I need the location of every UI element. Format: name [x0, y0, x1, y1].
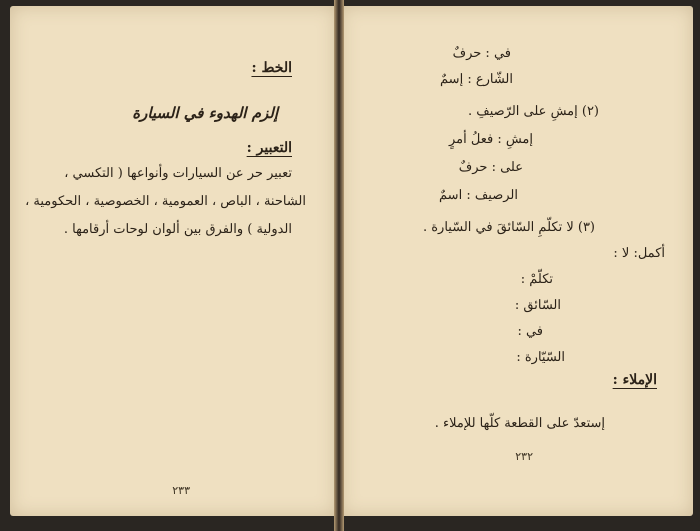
- text-line: على : حرفٌ: [458, 160, 523, 175]
- text-line: الرصيف : اسمٌ: [439, 188, 518, 203]
- handwriting-heading: الخط :: [251, 60, 292, 76]
- text-line: الشّارع : إسمٌ: [440, 72, 513, 87]
- left-page: [10, 6, 336, 516]
- composition-heading: التعبير :: [246, 140, 292, 156]
- exercise-3: (٣) لا تكلّمِ السّائقَ في السّيارة .: [422, 220, 595, 235]
- complete-item: السّائق :: [514, 298, 561, 313]
- composition-line-3: الدولية ) والفرق بين ألوان لوحات أرقامها .: [63, 222, 292, 237]
- book-gutter: [334, 0, 344, 531]
- composition-line-1: تعبير حر عن السيارات وأنواعها ( التكسي ،: [64, 166, 292, 181]
- text-line: في : حرفٌ: [452, 46, 511, 61]
- complete-item: في :: [517, 324, 543, 339]
- dictation-heading: الإملاء :: [612, 372, 657, 388]
- complete-item: تكلّمْ :: [520, 272, 553, 287]
- composition-line-2: الشاحنة ، الباص ، العمومية ، الخصوصية ، الحكومية ،: [25, 194, 306, 209]
- text-line: إمشِ : فعلُ أمرٍ: [448, 132, 533, 147]
- dictation-text: إستعدّ على القطعة كلّها للإملاء .: [434, 416, 605, 431]
- complete-label: أكمل: لا :: [613, 246, 665, 261]
- complete-item: السّيّارة :: [516, 350, 565, 365]
- exercise-2: (٢) إمشِ على الرّصيفِ .: [467, 104, 599, 119]
- right-page: [341, 6, 693, 516]
- page-number: ٢٣٢: [515, 450, 533, 463]
- handwriting-sentence: إلزم الهدوء في السيارة: [132, 104, 278, 122]
- page-number: ٢٣٣: [172, 484, 190, 497]
